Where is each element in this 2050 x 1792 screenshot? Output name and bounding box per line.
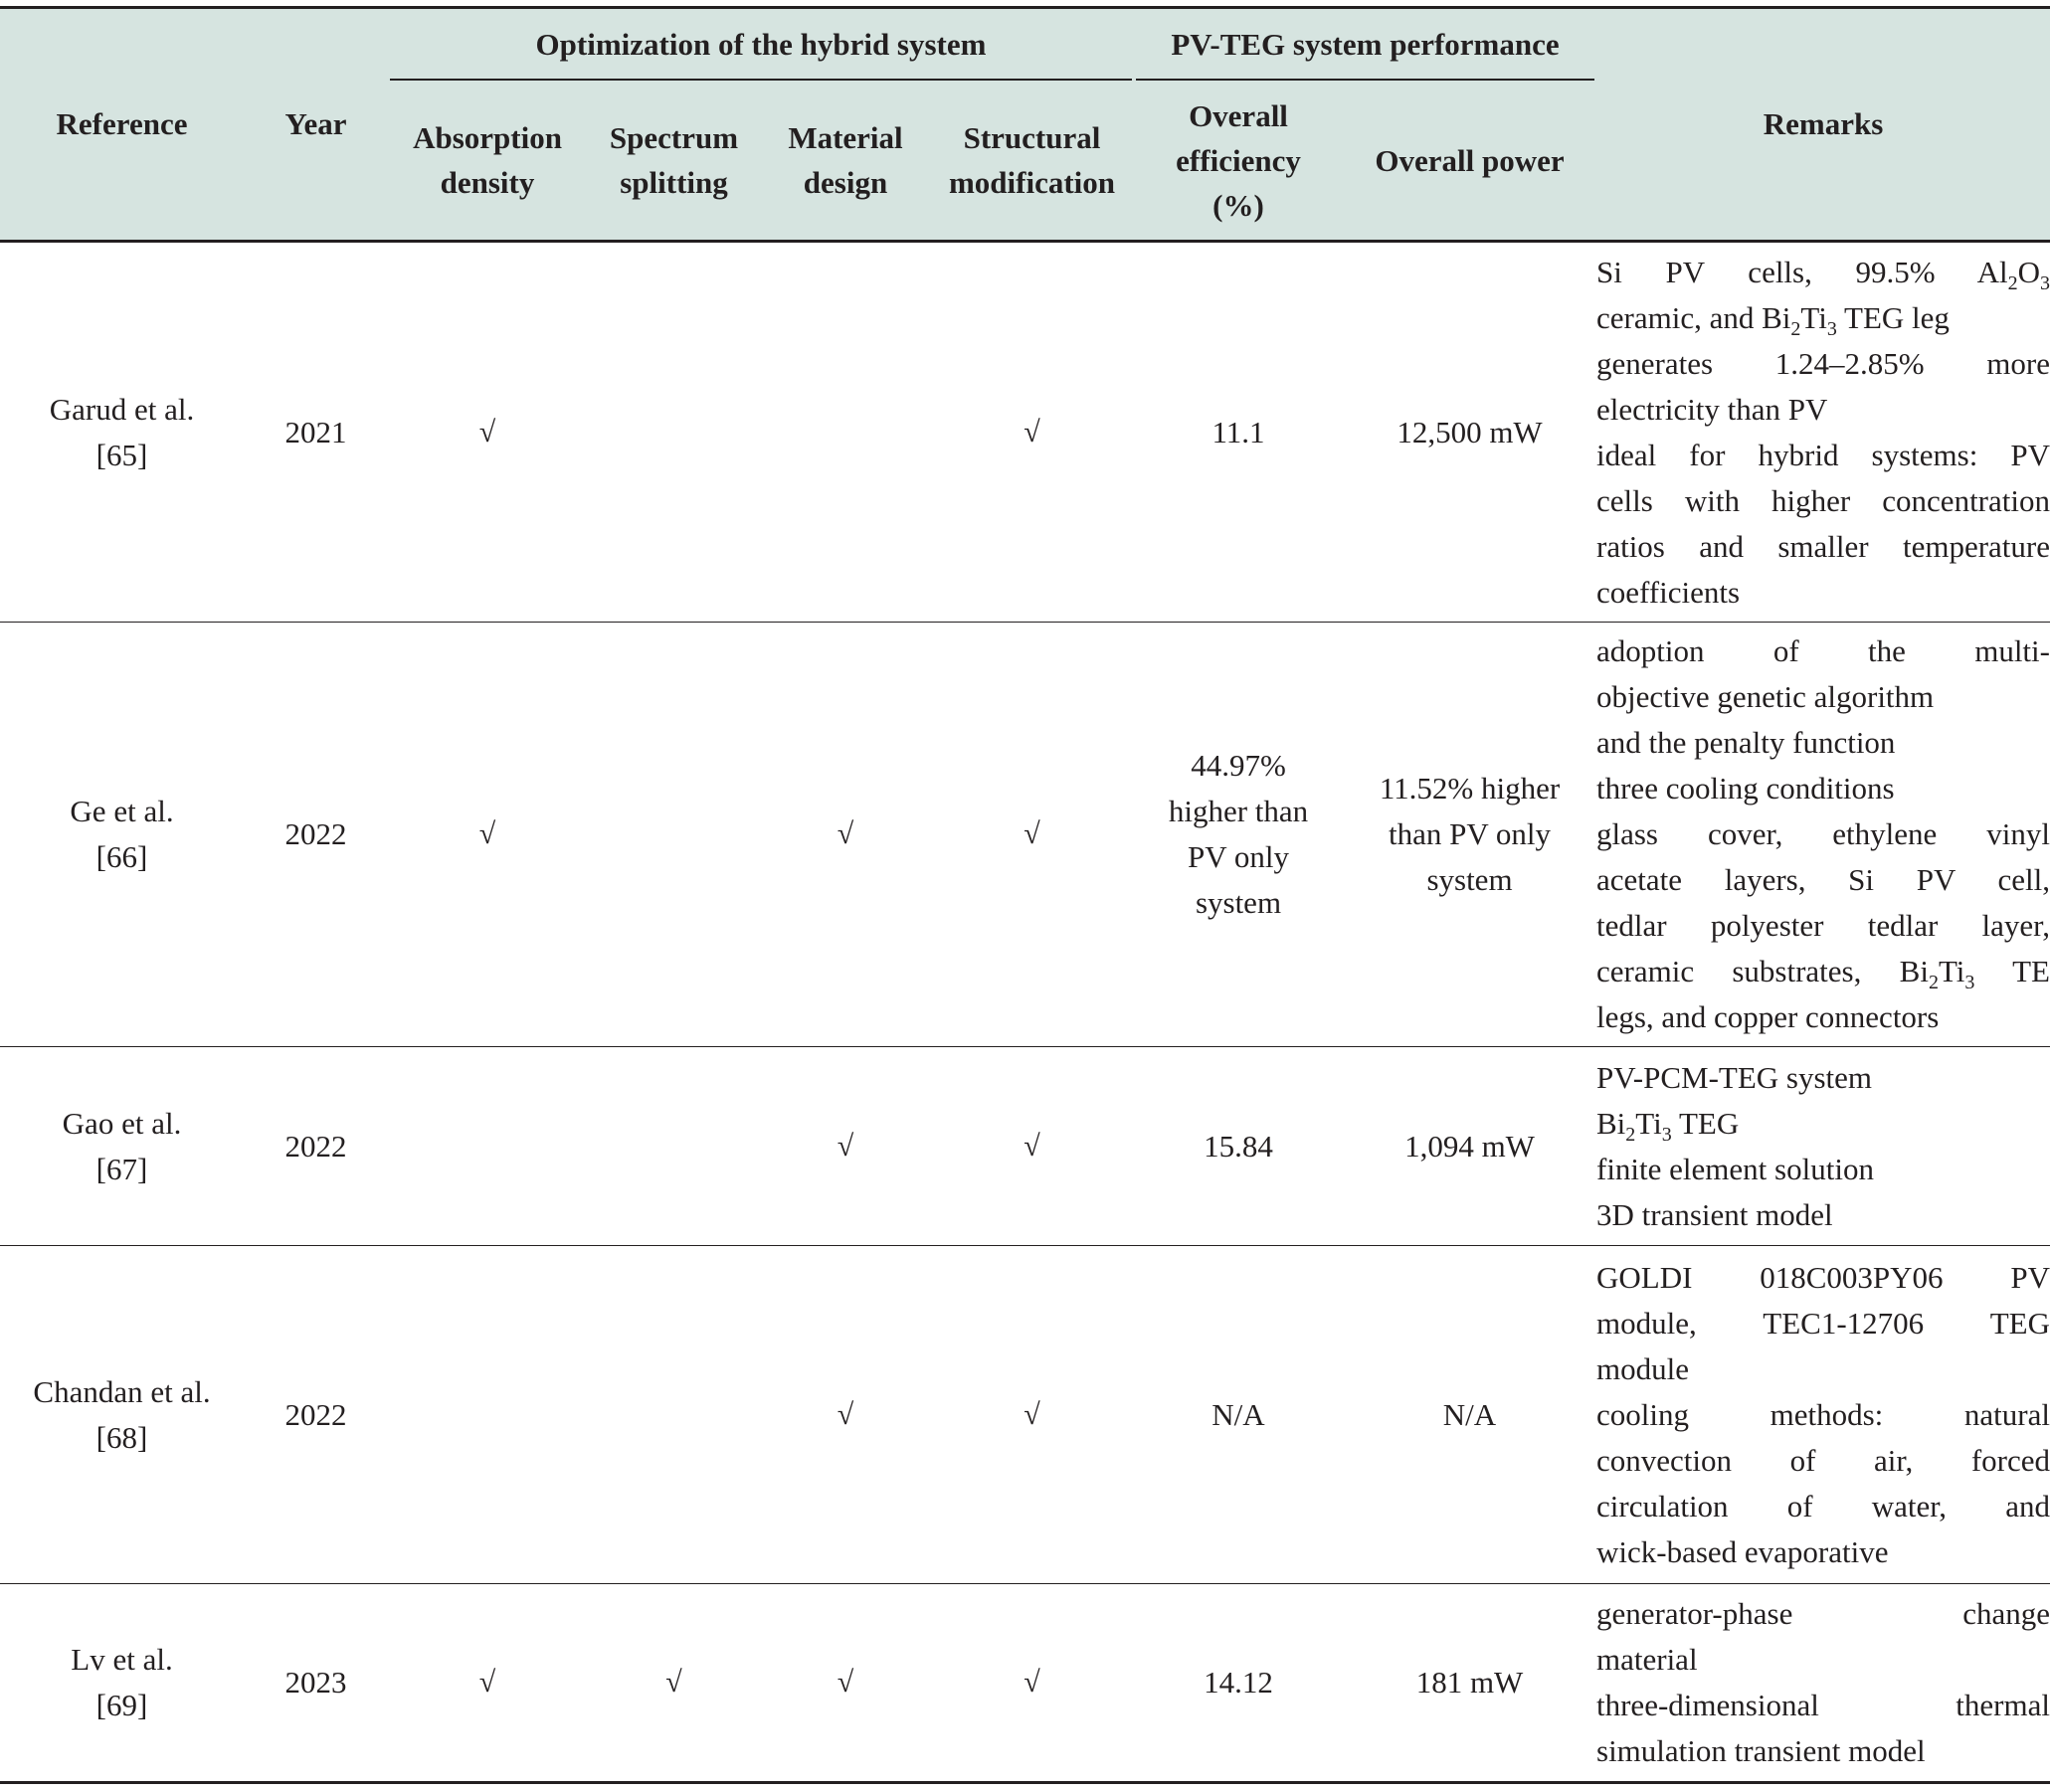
remarks-line: generates 1.24–2.85% more <box>1596 345 2050 381</box>
spectrum-splitting-cell: √ <box>587 1584 761 1783</box>
remarks-line: PV-PCM-TEG system <box>1596 1059 1873 1095</box>
overall-power-cell-line: N/A <box>1442 1396 1497 1432</box>
absorption-density-cell <box>388 1047 587 1246</box>
remarks-line: 3D transient model <box>1596 1196 1833 1232</box>
reference-cell-line: [66] <box>95 839 148 874</box>
reference-cell-line: Chandan et al. <box>33 1373 211 1409</box>
remarks-line: module <box>1596 1350 1689 1386</box>
overall-efficiency-cell-line: 44.97% <box>1191 748 1286 783</box>
overall-power-cell-line: 11.52% higher <box>1379 771 1561 806</box>
header-line: Spectrum <box>609 120 739 155</box>
overall-efficiency-cell <box>1134 1584 1343 1783</box>
absorption-density-cell <box>388 1246 587 1584</box>
reference-cell <box>0 1246 244 1584</box>
spectrum-splitting-cell <box>587 1047 761 1246</box>
header-line: (%) <box>1212 187 1264 223</box>
absorption-density-cell: √ <box>388 1584 587 1783</box>
year-cell <box>244 1246 388 1584</box>
header-line: Absorption <box>413 120 562 155</box>
overall-efficiency-cell <box>1134 1246 1343 1584</box>
remarks-line: wick-based evaporative <box>1596 1533 1889 1569</box>
structural-modification-cell: √ <box>1024 415 1040 448</box>
overall-power-cell-line: 1,094 mW <box>1404 1128 1535 1164</box>
material-design-cell: √ <box>837 1397 854 1431</box>
overall-power-cell-line: 12,500 mW <box>1397 414 1543 449</box>
remarks-cell <box>1596 1047 2050 1246</box>
header-year: Year <box>244 8 388 242</box>
overall-efficiency-cell-line: higher than <box>1168 794 1309 828</box>
overall-efficiency-cell-line: N/A <box>1211 1396 1265 1432</box>
structural-modification-cell: √ <box>1024 1397 1040 1431</box>
reference-cell-line: Garud et al. <box>49 391 195 427</box>
table-row <box>0 1047 2050 1246</box>
overall-power-cell-line: than PV only <box>1388 816 1552 851</box>
reference-cell-line: Ge et al. <box>70 794 174 828</box>
remarks-line: electricity than PV <box>1596 391 1828 427</box>
table-header <box>0 8 2050 242</box>
remarks-line: ceramic substrates, $Bi_2Ti_3$ TE <box>1596 954 2050 994</box>
remarks-cell <box>1596 242 2050 623</box>
overall-power-cell-line: 181 mW <box>1415 1665 1524 1700</box>
year-cell <box>244 623 388 1047</box>
header-line: design <box>803 165 888 200</box>
reference-cell-line: Lv et al. <box>71 1642 173 1677</box>
spectrum-splitting-cell <box>587 623 761 1047</box>
year-cell <box>244 1047 388 1246</box>
header-line: Structural <box>963 120 1101 155</box>
table-row <box>0 623 2050 1047</box>
remarks-line: legs, and copper connectors <box>1596 999 1940 1034</box>
remarks-line: cooling methods: natural <box>1596 1396 2050 1432</box>
table-row <box>0 242 2050 623</box>
overall-efficiency-cell-line: PV only <box>1188 839 1289 874</box>
remarks-cell <box>1596 623 2050 1047</box>
reference-cell-line: Gao et al. <box>62 1105 182 1141</box>
remarks-line: coefficients <box>1596 574 1741 610</box>
header-structural-modification <box>930 81 1134 242</box>
remarks-line: generator-phase change <box>1596 1596 2050 1631</box>
remarks-cell <box>1596 1584 2050 1783</box>
header-absorption-density <box>388 81 587 242</box>
reference-cell <box>0 1584 244 1783</box>
header-overall-efficiency <box>1134 81 1343 242</box>
remarks-line: simulation transient model <box>1596 1733 1926 1768</box>
reference-cell <box>0 623 244 1047</box>
material-design-cell: √ <box>837 817 854 850</box>
header-reference: Reference <box>0 8 244 242</box>
remarks-line: circulation of water, and <box>1596 1488 2050 1523</box>
overall-efficiency-cell-line: 14.12 <box>1204 1665 1273 1700</box>
header-line: Material <box>788 120 903 155</box>
year-cell-line: 2022 <box>284 816 347 851</box>
header-line: density <box>440 165 535 200</box>
header-line: Overall <box>1189 97 1288 133</box>
overall-power-cell-line: system <box>1426 862 1513 897</box>
absorption-density-cell: √ <box>478 415 496 448</box>
table-body <box>0 242 2050 1783</box>
header-remarks: Remarks <box>1596 8 2050 242</box>
absorption-density-cell: √ <box>478 817 496 850</box>
header-group-optimization: Optimization of the hybrid system <box>388 8 1134 82</box>
remarks-line: tedlar polyester tedlar layer, <box>1596 908 2050 943</box>
remarks-line: GOLDI 018C003PY06 PV <box>1596 1259 2050 1295</box>
spectrum-splitting-cell <box>587 242 761 623</box>
year-cell-line: 2022 <box>284 1396 347 1432</box>
remarks-line: ideal for hybrid systems: PV <box>1596 437 2050 472</box>
reference-cell-line: [68] <box>95 1419 148 1455</box>
header-line: efficiency <box>1176 142 1301 178</box>
remarks-line: cells with higher concentration <box>1596 482 2050 518</box>
reference-cell <box>0 1047 244 1246</box>
table-row <box>0 1246 2050 1584</box>
remarks-line: $Bi_2Ti_3$ TEG <box>1596 1105 1740 1146</box>
table-row <box>0 1584 2050 1783</box>
header-spectrum-splitting <box>587 81 761 242</box>
overall-efficiency-cell-line: 11.1 <box>1211 414 1265 449</box>
reference-cell-line: [67] <box>95 1151 148 1186</box>
header-material-design <box>761 81 930 242</box>
header-line: splitting <box>620 165 728 200</box>
structural-modification-cell: √ <box>1024 1129 1040 1163</box>
reference-cell-line: [65] <box>95 437 148 472</box>
header-group-performance: PV-TEG system performance <box>1134 8 1596 82</box>
year-cell-line: 2022 <box>284 1128 347 1164</box>
overall-power-cell <box>1343 1047 1596 1246</box>
material-design-cell: √ <box>837 1129 854 1163</box>
structural-modification-cell: √ <box>930 1584 1134 1783</box>
header-overall-power: Overall power <box>1343 81 1596 242</box>
overall-power-cell <box>1343 1246 1596 1584</box>
remarks-line: acetate layers, Si PV cell, <box>1596 862 2050 897</box>
remarks-cell <box>1596 1246 2050 1584</box>
reference-cell <box>0 242 244 623</box>
reference-cell-line: [69] <box>95 1688 148 1722</box>
remarks-line: Si PV cells, 99.5% $Al_2O_3$ <box>1596 254 2050 294</box>
remarks-line: material <box>1596 1642 1698 1677</box>
overall-power-cell <box>1343 623 1596 1047</box>
overall-efficiency-cell <box>1134 1047 1343 1246</box>
year-cell-line: 2023 <box>284 1665 347 1700</box>
material-design-cell: √ <box>761 1584 930 1783</box>
year-cell <box>244 242 388 623</box>
remarks-line: three cooling conditions <box>1596 771 1895 806</box>
header-line: modification <box>948 165 1116 200</box>
overall-efficiency-cell <box>1134 242 1343 623</box>
remarks-line: objective genetic algorithm <box>1596 679 1935 714</box>
remarks-line: module, TEC1-12706 TEG <box>1596 1305 2050 1341</box>
structural-modification-cell: √ <box>1024 817 1040 850</box>
spectrum-splitting-cell <box>587 1246 761 1584</box>
remarks-line: and the penalty function <box>1596 725 1896 760</box>
remarks-line: ratios and smaller temperature <box>1596 528 2050 564</box>
overall-efficiency-cell <box>1134 623 1343 1047</box>
remarks-line: ceramic, and $Bi_2Ti_3$ TEG leg <box>1596 299 1950 340</box>
year-cell-line: 2021 <box>284 414 347 449</box>
remarks-line: convection of air, forced <box>1596 1442 2050 1478</box>
overall-efficiency-cell-line: system <box>1195 885 1282 920</box>
remarks-line: glass cover, ethylene vinyl <box>1596 816 2050 851</box>
overall-power-cell <box>1343 1584 1596 1783</box>
year-cell <box>244 1584 388 1783</box>
remarks-line: adoption of the multi- <box>1596 633 2050 668</box>
remarks-line: finite element solution <box>1596 1151 1874 1186</box>
remarks-line: three-dimensional thermal <box>1596 1688 2050 1722</box>
overall-efficiency-cell-line: 15.84 <box>1204 1128 1273 1164</box>
overall-power-cell <box>1343 242 1596 623</box>
material-design-cell <box>761 242 930 623</box>
comparison-table <box>0 6 2050 1784</box>
